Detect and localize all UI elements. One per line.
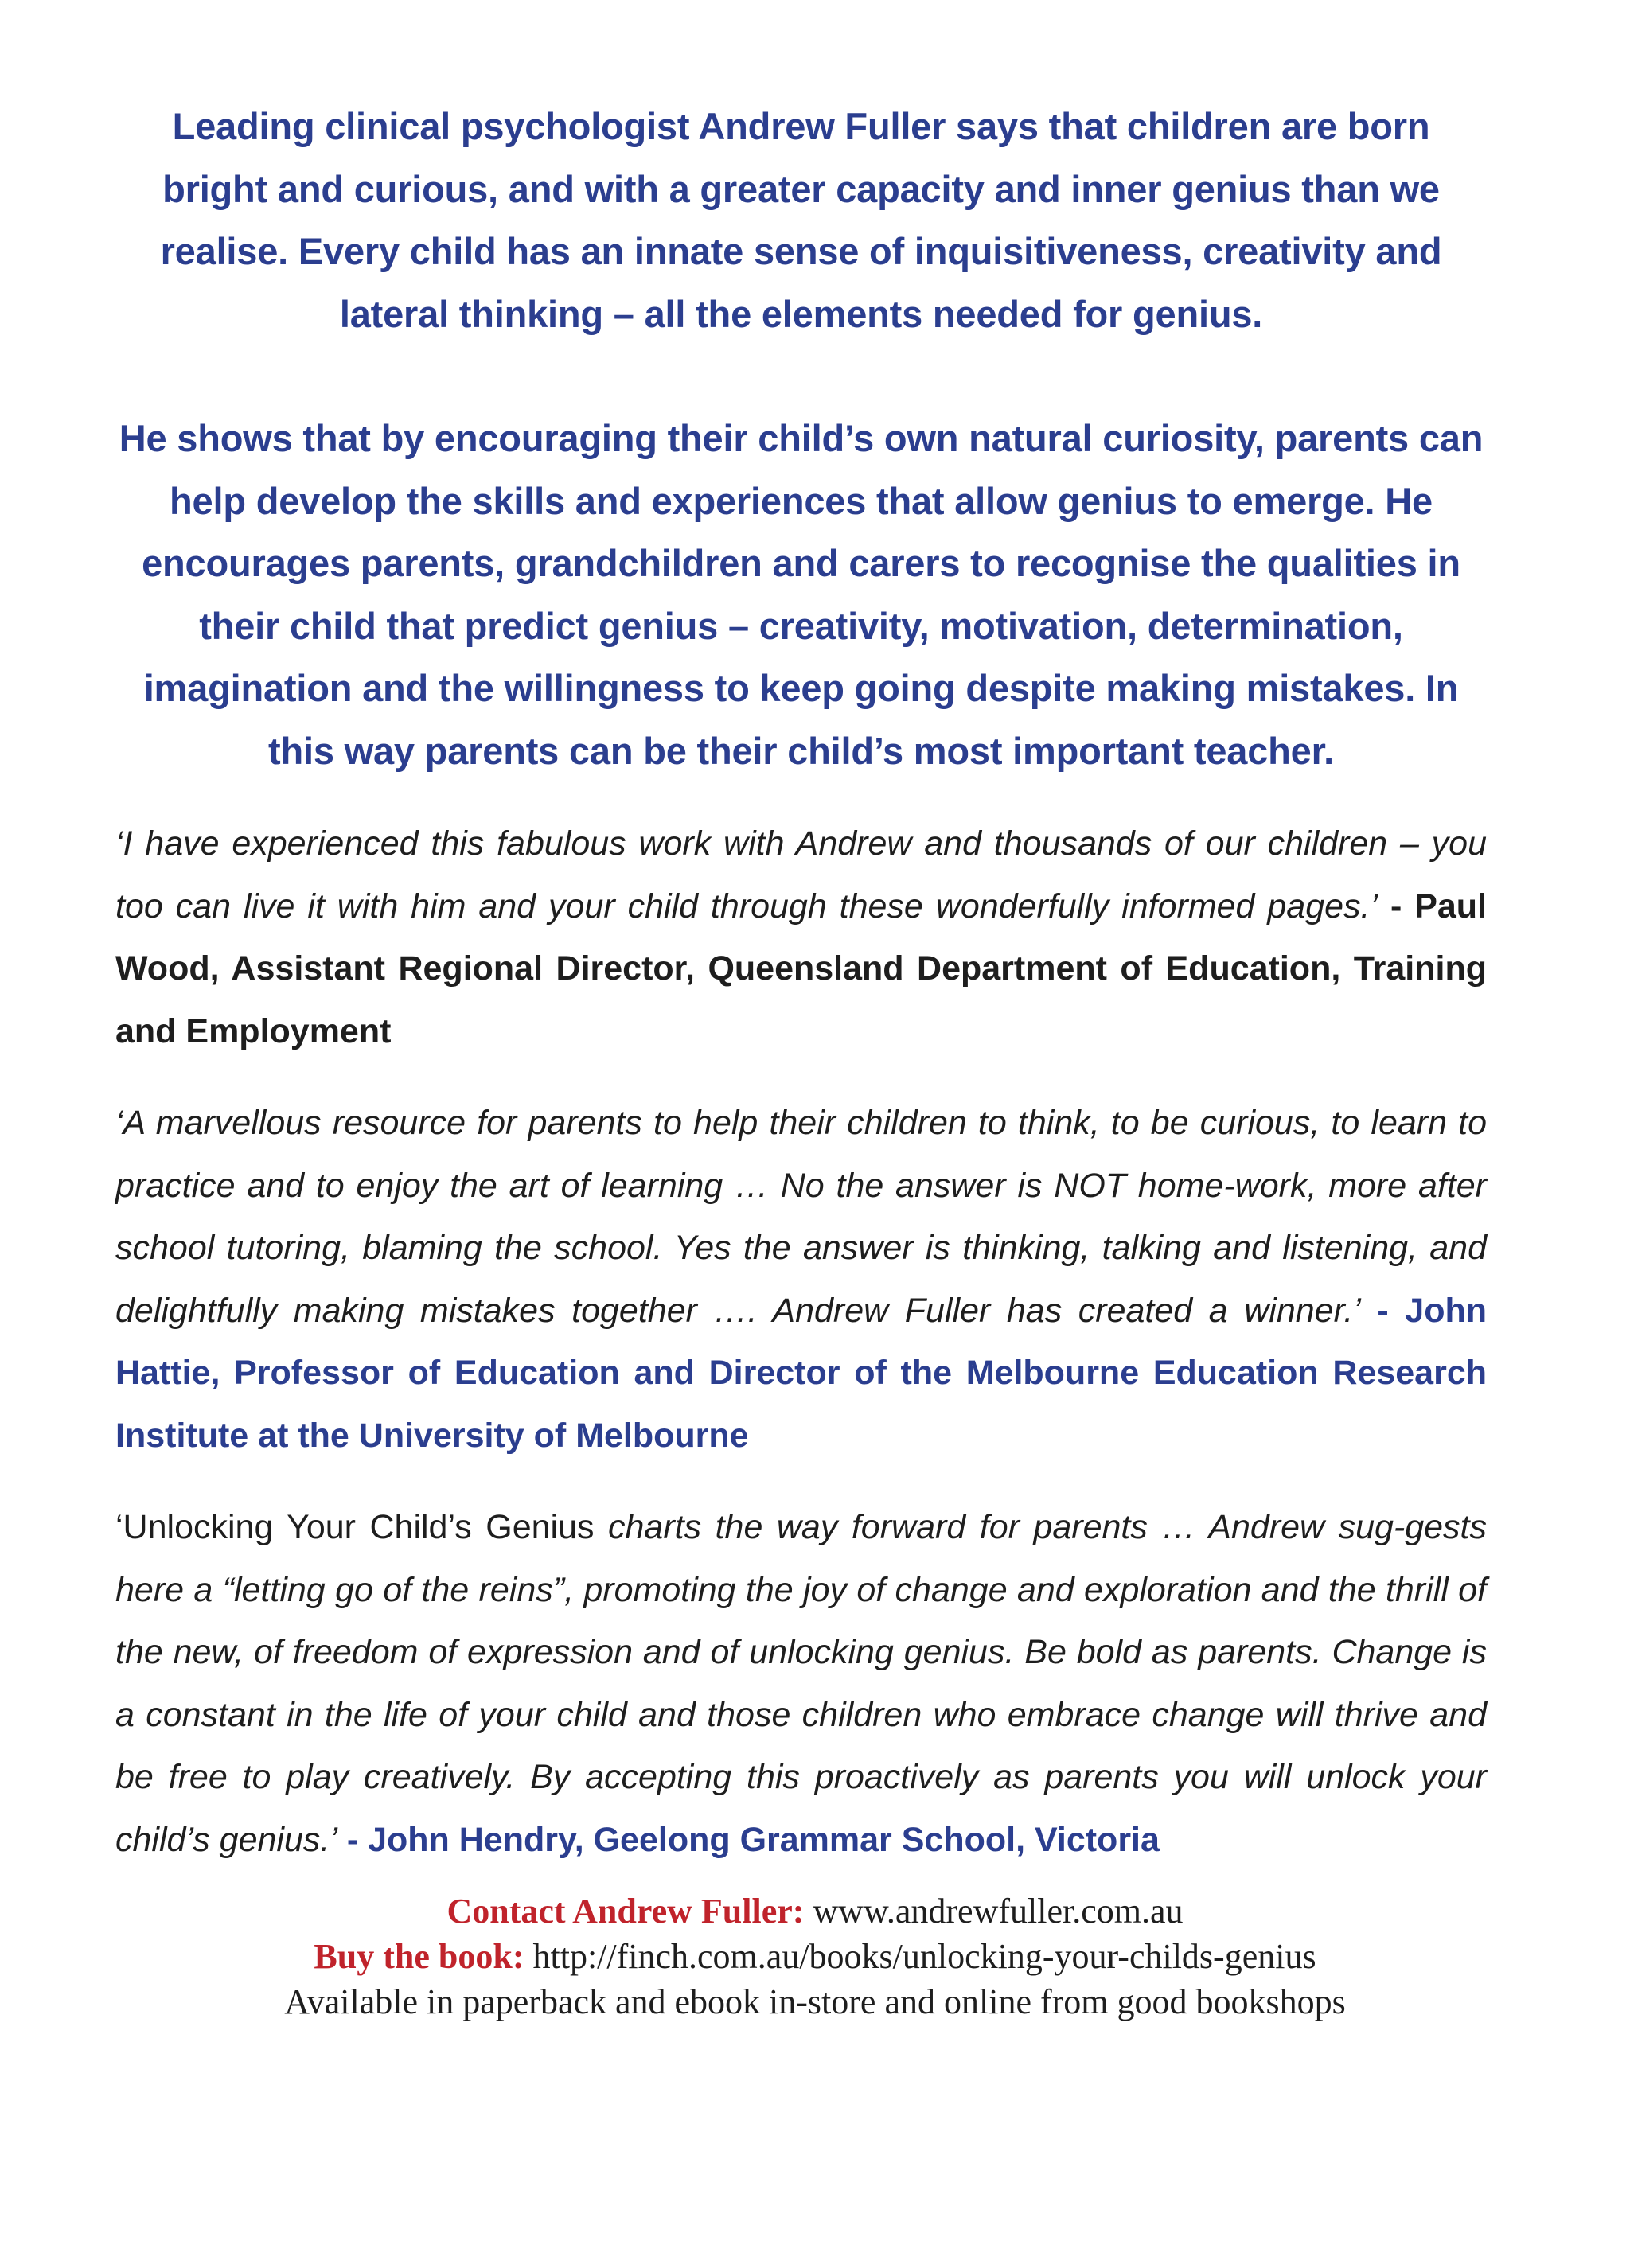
- contact-line: [143, 1888, 1487, 1934]
- buy-book-link[interactable]: http://finch.com.au/books/unlocking-your-childs-genius: [532, 1937, 1316, 1976]
- testimonial-quote: charts the way forward for parents … Andrew sug-gests here a “letting go of the reins”, promoting the joy of change and exploration and the thrill of the new, of freedom of expression and of unlocking genius. Be bold as parents. Change is a constant in the life of your child and those children who embrace change will thrive and be free to play creatively. By accepting this proactively as parents you will unlock your child’s genius.’: [115, 1508, 1487, 1859]
- contact-block: [143, 1888, 1487, 2024]
- testimonial-john-hattie: [115, 1092, 1487, 1467]
- availability-text: Available in paperback and ebook in-store and online from good bookshops: [284, 1982, 1346, 2021]
- contact-website-link[interactable]: www.andrewfuller.com.au: [813, 1892, 1184, 1931]
- testimonial-attribution: - John Hendry, Geelong Grammar School, Victoria: [346, 1820, 1160, 1859]
- intro-paragraph-2: He shows that by encouraging their child’s own natural curiosity, parents can help develop the skills and experiences that allow genius to emerge. He encourages parents, grandchildren and carers to recognise the qualities in their child that predict genius – creativity, motivation, determination, imagination and the willingness to keep going despite making mistakes. In this way parents can be their child’s most important teacher.: [119, 417, 1484, 772]
- buy-label: Buy the book:: [314, 1937, 524, 1976]
- testimonial-john-hendry: [115, 1496, 1487, 1871]
- buy-line: [143, 1934, 1487, 1979]
- testimonial-quote: ‘I have experienced this fabulous work with Andrew and thousands of our children – you too can live it with him and your child through these wonderfully informed pages.’: [115, 824, 1487, 926]
- testimonial-paul-wood: [115, 813, 1487, 1062]
- testimonial-quote: ‘A marvellous resource for parents to help their children to think, to be curious, to learn to practice and to enjoy the art of learning … No the answer is NOT home-work, more after school tutoring, blaming the school. Yes the answer is thinking, talking and listening, and delightfully making mistakes together …. Andrew Fuller has created a winner.’: [115, 1104, 1487, 1330]
- testimonial-attribution: - John Hattie, Professor of Education and Director of the Melbourne Education Research Institute at the University of Melbourne: [115, 1291, 1488, 1455]
- testimonial-attribution: - Paul Wood, Assistant Regional Director, Queensland Department of Education, Training and Employment: [115, 887, 1488, 1050]
- intro-paragraph-1: Leading clinical psychologist Andrew Fuller says that children are born bright and curious, and with a greater capacity and inner genius than we realise. Every child has an innate sense of inquisitiveness, creativity and lateral thinking – all the elements needed for genius.: [160, 105, 1442, 335]
- contact-label: Contact Andrew Fuller:: [446, 1892, 805, 1931]
- book-title: ‘Unlocking Your Child’s Genius: [115, 1508, 595, 1546]
